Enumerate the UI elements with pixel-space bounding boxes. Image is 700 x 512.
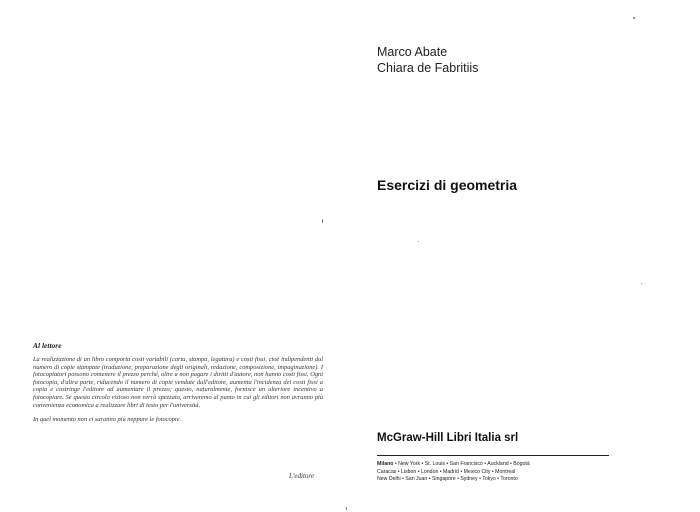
city-separator: • — [455, 476, 461, 482]
scan-speck — [633, 17, 635, 19]
city-separator: • — [420, 461, 425, 467]
author-name: Chiara de Fabritiis — [377, 61, 479, 75]
book-title: Esercizi di geometria — [377, 177, 518, 193]
city-name: Madrid — [443, 468, 459, 475]
city-name: Lisbon — [401, 468, 417, 475]
reader-note-paragraph: In quel momento non ci saranno più neppure le fotocopie. — [33, 416, 182, 424]
city-name: New Delhi — [377, 476, 401, 482]
author-list — [377, 44, 478, 76]
city-name: London — [421, 468, 439, 475]
city-name: Singapore — [431, 476, 456, 482]
city-separator: • — [416, 468, 422, 475]
city-separator: • — [444, 461, 450, 467]
city-name: San Francisco — [449, 461, 483, 467]
city-name: New York — [398, 461, 421, 467]
publisher-divider — [377, 455, 609, 456]
city-separator: • — [438, 468, 444, 475]
author-name: Marco Abate — [377, 45, 448, 59]
reader-note-heading: Al lettore — [33, 341, 62, 350]
city-name: Toronto — [500, 476, 518, 482]
city-name: Milano — [377, 461, 394, 467]
city-separator: • — [393, 461, 399, 467]
city-separator: • — [458, 468, 464, 475]
scan-speck — [641, 283, 642, 284]
cities-row — [377, 476, 617, 484]
reader-note-body — [33, 356, 323, 431]
publisher-cities — [377, 461, 617, 484]
city-name: Tokyo — [482, 476, 496, 482]
city-separator: • — [490, 468, 496, 475]
city-name: Montreal — [495, 468, 516, 475]
city-name: Auckland — [487, 461, 509, 467]
city-separator: • — [482, 461, 488, 467]
city-separator: • — [477, 476, 483, 482]
publisher-name: McGraw-Hill Libri Italia srl — [377, 432, 519, 444]
city-name: St. Louis — [424, 461, 445, 467]
city-separator: • — [495, 476, 501, 482]
city-name: Caracas — [377, 468, 397, 475]
title-page — [350, 0, 700, 512]
scan-speck — [418, 241, 419, 242]
city-name: Mexico City — [463, 468, 491, 475]
scan-speck — [346, 507, 347, 510]
city-separator: • — [427, 476, 432, 482]
cities-row — [377, 461, 617, 469]
city-name: Bogotá — [513, 461, 530, 467]
city-name: Sydney — [460, 476, 478, 482]
city-separator: • — [508, 461, 514, 467]
city-separator: • — [400, 476, 406, 482]
cities-row — [377, 469, 617, 477]
city-separator: • — [396, 468, 402, 475]
scan-speck — [322, 219, 323, 223]
city-name: San Juan — [405, 476, 428, 482]
reader-note-paragraph: La realizzazione di un libro comporta costi variabili (carta, stampa, legatura) e costi fissi, cioè indipendenti dal numero di copie stampate (traduzione, preparazione degli originali, redazione, composizione, impaginazione). I fotocopiatori possono contenere il prezzo perché, oltre a non pagare i diritti d'autore, non hanno costi fissi. Ogni fotocopia, d'altra parte, riducendo il numero di copie vendute dall'editore, aumenta l'incidenza dei costi fissi a copia e costringe l'editore ad aumentare il prezzo; questo, naturalmente, fornisce un ulteriore incentivo a fotocopiare. Se questo circolo vizioso non verrà spezzato, arriveremo al punto in cui gli editori non avranno più convenienza economica a realizzare libri di testo per l'università. — [33, 356, 323, 409]
reader-note-signature: L'editore — [289, 472, 314, 480]
